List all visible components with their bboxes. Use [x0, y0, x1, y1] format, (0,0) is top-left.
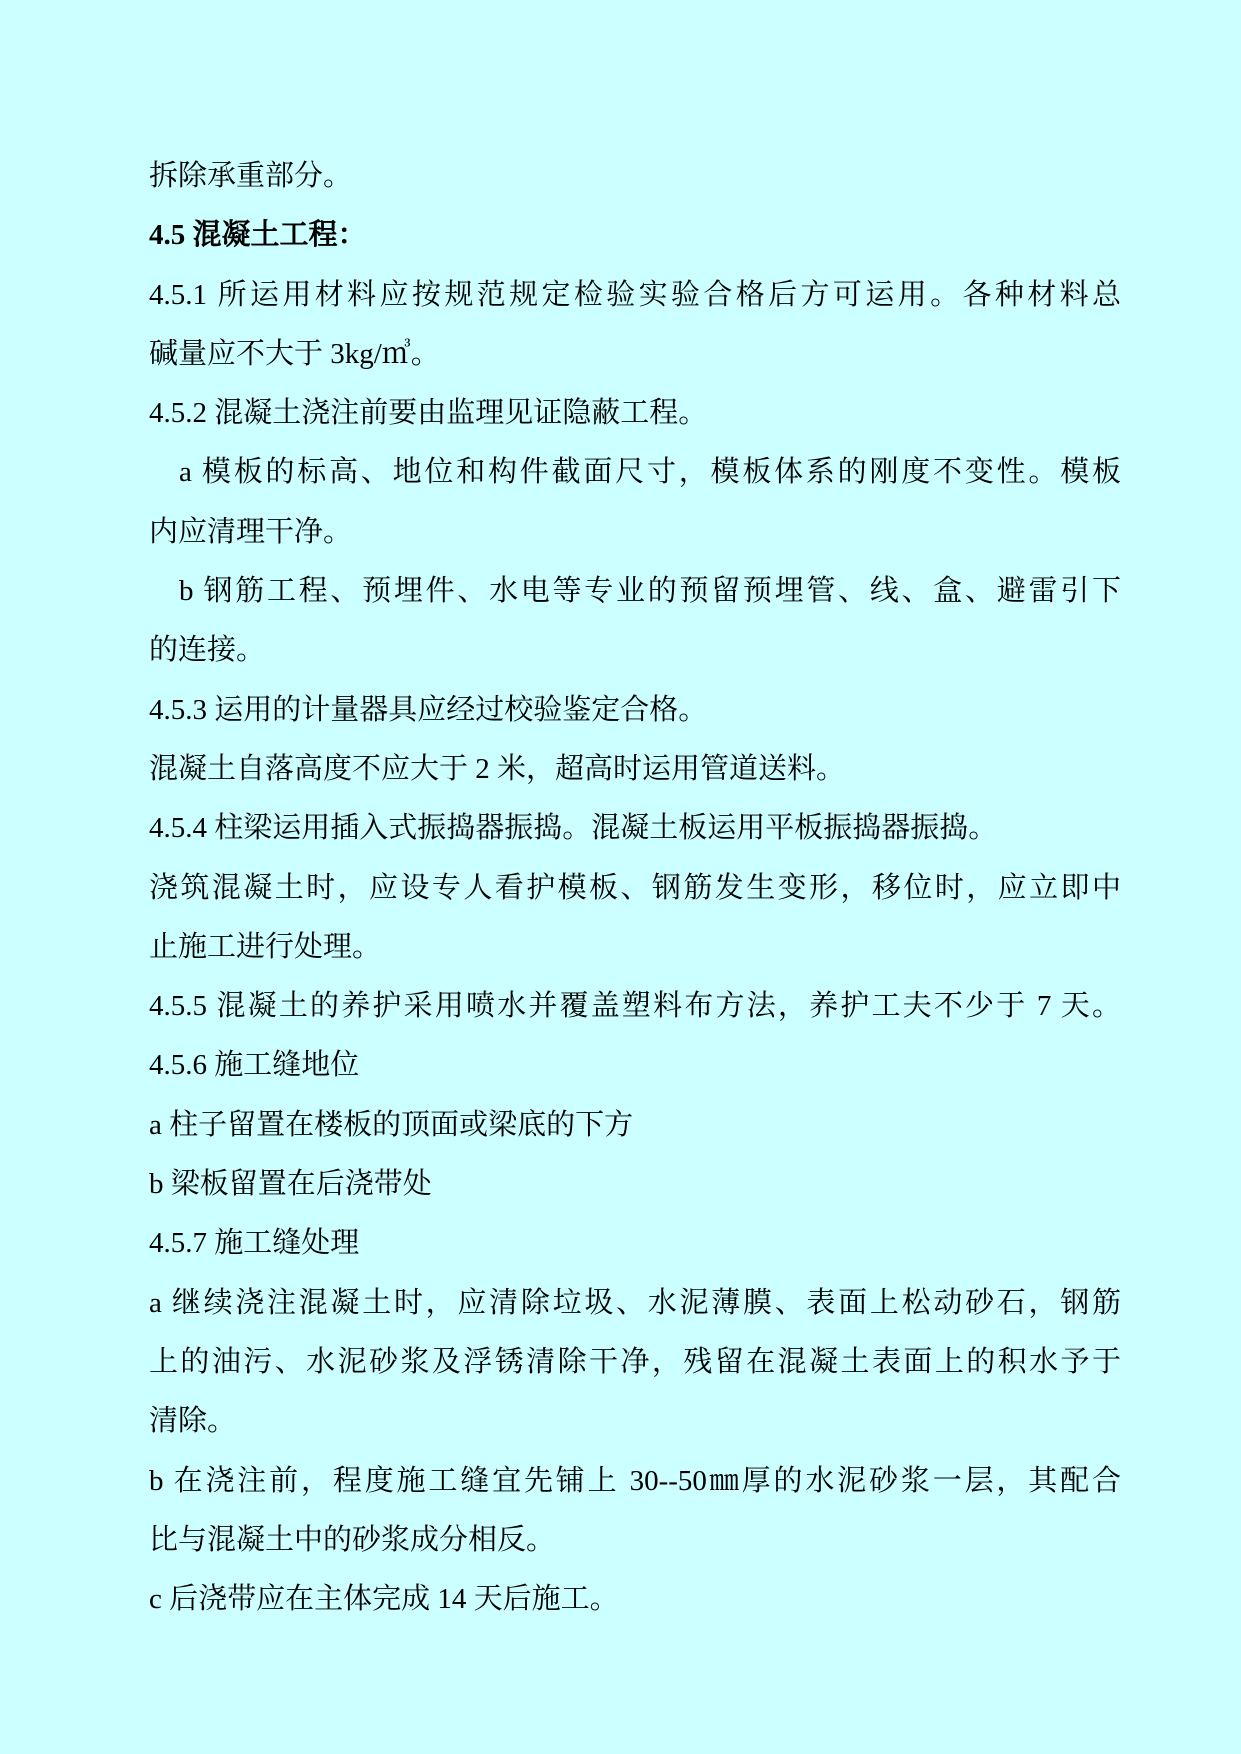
paragraph: [149, 266, 1121, 385]
text-line: 4.5.1 所运用材料应按规范规定检验实验合格后方可运用。各种材料总: [149, 278, 1121, 311]
text-line: 4.5.5 混凝土的养护采用喷水并覆盖塑料布方法，养护工夫不少于 7 天。: [149, 990, 1121, 1023]
document-body: [149, 147, 1121, 1629]
paragraph: [149, 1214, 1121, 1273]
text-line: 上的油污、水泥砂浆及浮锈清除干净，残留在混凝土表面上的积水予于: [149, 1345, 1121, 1378]
text-line: 止施工进行处理。: [149, 930, 382, 963]
paragraph: [149, 799, 1121, 858]
text-line: 4.5.3 运用的计量器具应经过校验鉴定合格。: [149, 693, 708, 726]
text-line: a 模板的标高、地位和构件截面尺寸，模板体系的刚度不变性。模板: [179, 456, 1121, 489]
section-heading: [149, 206, 1121, 265]
list-item: [149, 562, 1121, 681]
paragraph: [149, 740, 1121, 799]
section-heading-text: 4.5 混凝土工程：: [149, 219, 367, 252]
paragraph: [149, 384, 1121, 443]
text-line: a 柱子留置在楼板的顶面或梁底的下方: [149, 1108, 634, 1141]
text-line: 内应清理干净。: [149, 515, 353, 548]
text-line: b 钢筋工程、预埋件、水电等专业的预留预埋管、线、盒、避雷引下: [179, 575, 1121, 608]
list-item: [149, 1096, 1121, 1155]
list-item: [149, 1274, 1121, 1452]
paragraph: [149, 1036, 1121, 1095]
text-line: 拆除承重部分。: [149, 160, 353, 192]
text-line: 碱量应不大于 3kg/㎥。: [149, 337, 440, 370]
list-item: [149, 1452, 1121, 1571]
text-line: 浇筑混凝土时，应设专人看护模板、钢筋发生变形，移位时，应立即中: [149, 871, 1121, 904]
text-line: 4.5.2 混凝土浇注前要由监理见证隐蔽工程。: [149, 397, 708, 430]
text-line: 的连接。: [149, 634, 266, 667]
text-line: 4.5.4 柱梁运用插入式振捣器振捣。混凝土板运用平板振捣器振捣。: [149, 812, 998, 845]
paragraph: [149, 681, 1121, 740]
paragraph: [149, 147, 1121, 206]
text-line: 清除。: [149, 1405, 237, 1438]
text-line: a 继续浇注混凝土时，应清除垃圾、水泥薄膜、表面上松动砂石，钢筋: [149, 1286, 1121, 1319]
list-item: [149, 1155, 1121, 1214]
list-item: [149, 1570, 1121, 1629]
paragraph: [149, 859, 1121, 978]
paragraph: [149, 977, 1121, 1036]
text-line: b 梁板留置在后浇带处: [149, 1168, 432, 1201]
text-line: 4.5.6 施工缝地位: [149, 1049, 360, 1082]
text-line: 混凝土自落高度不应大于 2 米，超高时运用管道送料。: [149, 752, 846, 785]
text-line: 比与混凝土中的砂浆成分相反。: [149, 1523, 556, 1556]
list-item: [149, 443, 1121, 562]
text-line: 4.5.7 施工缝处理: [149, 1227, 360, 1260]
text-line: c 后浇带应在主体完成 14 天后施工。: [149, 1583, 619, 1616]
text-line: b 在浇注前，程度施工缝宜先铺上 30--50㎜厚的水泥砂浆一层，其配合: [149, 1464, 1121, 1497]
